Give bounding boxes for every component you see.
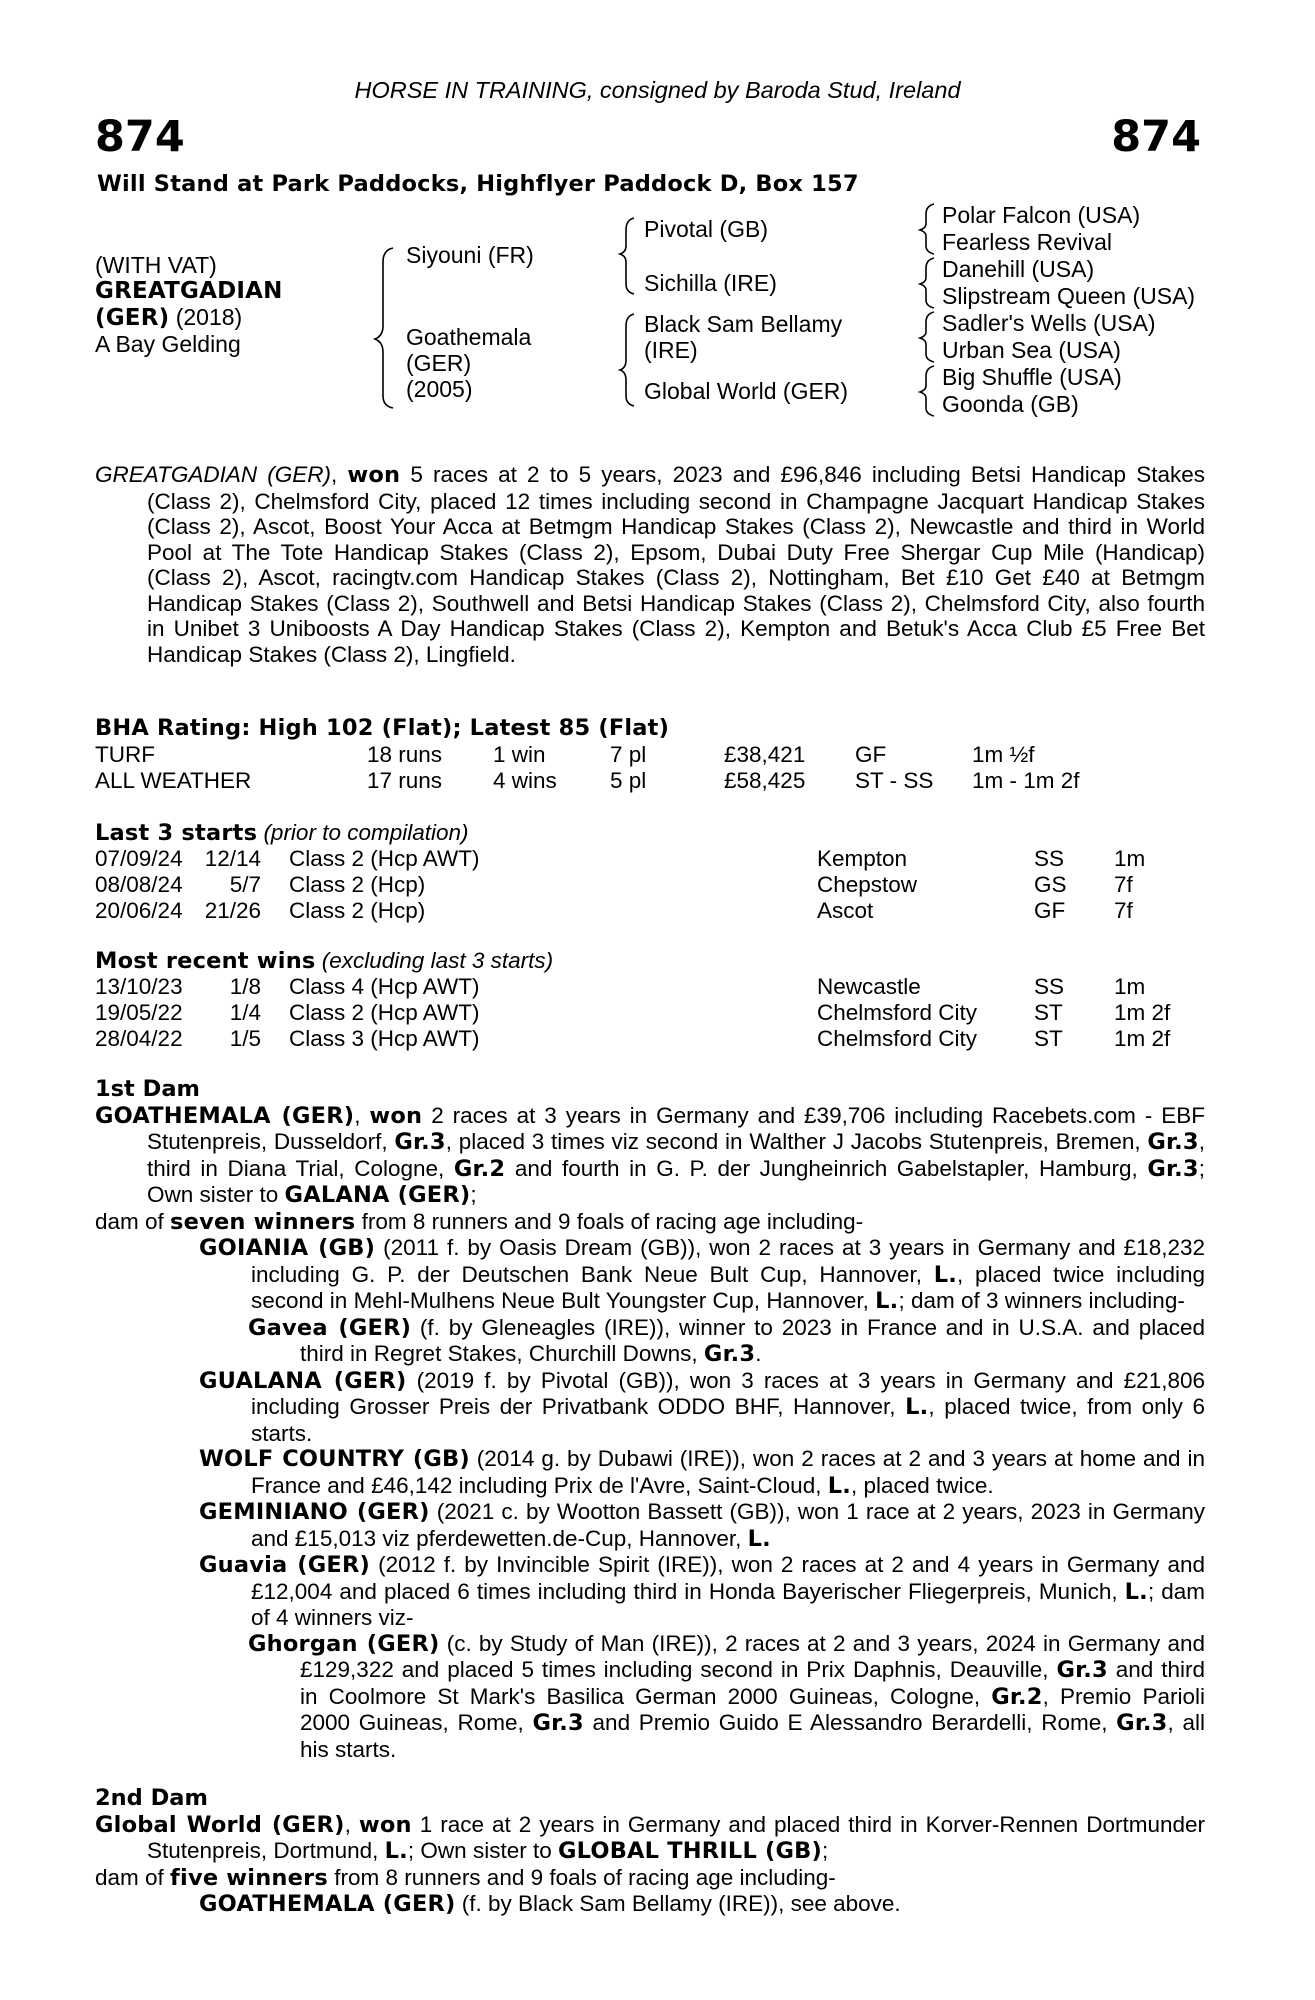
vat-label: (WITH VAT) — [95, 252, 217, 278]
start-date: 20/06/24 — [95, 898, 183, 923]
produce-wolf-country — [95, 1446, 1205, 1499]
produce-name: Gavea (GER) — [248, 1314, 412, 1341]
produce-ghorgan — [95, 1631, 1205, 1763]
grade-label: L. — [875, 1288, 899, 1314]
start-going: GF — [1034, 898, 1066, 923]
start-position: 12/14 — [204, 846, 261, 871]
grade-label: L. — [747, 1525, 771, 1552]
win-distance: 1m 2f — [1114, 1026, 1171, 1051]
win-position: 1/5 — [229, 1026, 261, 1051]
win-course: Chelmsford City — [817, 1026, 978, 1051]
pedigree-sdd: Slipstream Queen (USA) — [942, 283, 1196, 309]
last3-row — [95, 846, 1195, 872]
pedigree-dam-dam: Global World (GER) — [644, 378, 849, 404]
second-dam-heading: 2nd Dam — [95, 1785, 208, 1811]
last3-row — [95, 872, 1195, 898]
start-class: Class 2 (Hcp) — [289, 872, 426, 897]
win-course: Newcastle — [817, 974, 921, 999]
recent-note: (excluding last 3 starts) — [321, 948, 554, 973]
start-course: Kempton — [817, 846, 908, 871]
produce-text: , all his starts. — [300, 1710, 1205, 1762]
produce-text: (2012 f. by Invincible Spirit (IRE)), won 2 races at 2 and 4 years in Germany and £12,004 and placed 6 times including third in Honda Bayerischer Fliegerpreis, Munich, — [251, 1552, 1205, 1604]
produce-gavea — [95, 1315, 1205, 1368]
first-dam-text: ; — [470, 1182, 477, 1207]
start-course: Ascot — [817, 898, 874, 923]
recent-row — [95, 974, 1195, 1000]
produce-goiania — [95, 1235, 1205, 1315]
pedigree-dam-sire-line1: Black Sam Bellamy — [644, 311, 843, 337]
produce-name: GUALANA (GER) — [199, 1367, 407, 1394]
produce-text: , Premio Parioli 2000 Guineas, Rome, — [300, 1683, 1205, 1735]
produce-text: (c. by Study of Man (IRE)), 2 races at 2 and 3 years, 2024 in Germany and £129,322 and placed 5 times including second in Prix Daphnis, Deauville, — [300, 1630, 1205, 1682]
second-dam-won: won — [358, 1811, 412, 1838]
produce-text: , placed twice. — [851, 1472, 994, 1498]
rating-runs: 18 runs — [367, 742, 443, 767]
recent-row — [95, 1026, 1195, 1052]
last3-note: (prior to compilation) — [263, 820, 469, 845]
pedigree-dam-line1: Goathemala — [406, 324, 532, 350]
win-going: ST — [1034, 1026, 1063, 1051]
start-going: SS — [1034, 846, 1065, 871]
grade-label: Gr.2 — [991, 1683, 1043, 1710]
produce-text: and Premio Guido E Alessandro Berardelli, Rome, — [583, 1710, 1117, 1735]
pedigree-dds: Big Shuffle (USA) — [942, 364, 1122, 390]
pedigree-dam-sire — [644, 311, 842, 363]
rating-distance: 1m - 1m 2f — [972, 768, 1080, 793]
produce-text: (2014 g. by Dubawi (IRE)), won 2 races at 2 and 3 years at home and in France and £46,142 including Prix de l'Avre, Saint-Cloud, — [251, 1446, 1205, 1498]
produce-goathemala — [95, 1891, 1205, 1918]
win-distance: 1m — [1114, 974, 1146, 999]
rating-row-aw — [95, 768, 1195, 794]
pedigree-sire-sire: Pivotal (GB) — [644, 216, 768, 242]
produce-guavia — [95, 1552, 1205, 1631]
start-distance: 7f — [1114, 898, 1133, 923]
rating-runs: 17 runs — [367, 768, 443, 793]
start-date: 08/08/24 — [95, 872, 183, 897]
pedigree-sire: Siyouni (FR) — [406, 242, 534, 268]
pedigree-dam-sire-line2: (IRE) — [644, 337, 698, 363]
bha-rating-heading: BHA Rating: High 102 (Flat); Latest 85 (Flat) — [95, 715, 670, 741]
produce-name: WOLF COUNTRY (GB) — [199, 1446, 470, 1472]
lot-number-right: 874 — [1111, 112, 1201, 162]
dam-of-rest: from 8 runners and 9 foals of racing age including- — [328, 1864, 836, 1890]
grade-label: Gr.3 — [1116, 1710, 1168, 1736]
rating-going: GF — [855, 742, 887, 767]
produce-gualana — [95, 1368, 1205, 1447]
grade-label: L. — [384, 1838, 408, 1864]
produce-name: Ghorgan (GER) — [248, 1630, 440, 1657]
rating-placed: 5 pl — [610, 768, 647, 793]
second-dam-text: ; Own sister to — [407, 1838, 558, 1863]
first-dam-name: GOATHEMALA (GER) — [95, 1102, 355, 1129]
produce-text: (2019 f. by Pivotal (GB)), won 3 races at 3 years in Germany and £21,806 including Grosser Preis der Privatbank ODDO BHF, Hannover, — [251, 1367, 1205, 1419]
start-position: 5/7 — [229, 872, 261, 897]
win-date: 13/10/23 — [95, 974, 183, 999]
produce-name: Guavia (GER) — [199, 1552, 371, 1578]
produce-text: ; dam of 4 winners viz- — [251, 1578, 1205, 1630]
produce-text: , placed twice, from only 6 starts. — [251, 1394, 1205, 1446]
first-dam-sister: GALANA (GER) — [284, 1182, 471, 1208]
produce-text: (f. by Black Sam Bellamy (IRE)), see above. — [455, 1891, 901, 1916]
pedigree-sds: Danehill (USA) — [942, 256, 1095, 282]
produce-text: and third in Coolmore St Mark's Basilica German 2000 Guineas, Cologne, — [300, 1657, 1206, 1709]
start-class: Class 2 (Hcp) — [289, 898, 426, 923]
grade-label: Gr.3 — [1056, 1657, 1108, 1683]
winners-count: seven winners — [170, 1208, 356, 1235]
pedigree-dss: Sadler's Wells (USA) — [942, 310, 1156, 336]
last3-heading — [95, 820, 469, 847]
pedigree-ddd: Goonda (GB) — [942, 391, 1079, 417]
rating-surface: ALL WEATHER — [95, 768, 252, 793]
produce-text: ; dam of 3 winners including- — [898, 1288, 1185, 1313]
rating-surface: TURF — [95, 742, 155, 767]
rating-row-turf — [95, 742, 1195, 768]
grade-label: Gr.3 — [532, 1710, 584, 1736]
rating-distance: 1m ½f — [972, 742, 1035, 767]
win-position: 1/4 — [229, 1000, 261, 1025]
last3-row — [95, 898, 1195, 924]
rating-prize: £38,421 — [724, 742, 806, 767]
horse-country: (GER) — [95, 305, 170, 331]
produce-text: (f. by Gleneagles (IRE)), winner to 2023 in France and in U.S.A. and placed third in Regret Stakes, Churchill Downs, — [300, 1314, 1205, 1366]
dam-of-rest: from 8 runners and 9 foals of racing age including- — [355, 1208, 864, 1234]
pedigree-dam — [406, 324, 531, 402]
stand-location: Will Stand at Park Paddocks, Highflyer Paddock D, Box 157 — [97, 171, 859, 197]
grade-label: Gr.3 — [1147, 1155, 1199, 1182]
grade-label: Gr.3 — [703, 1341, 756, 1367]
start-distance: 7f — [1114, 872, 1133, 897]
first-dam-text: ; Own sister to — [147, 1155, 1205, 1207]
win-going: SS — [1034, 974, 1065, 999]
second-dam-text: ; — [822, 1838, 829, 1863]
first-dam-text: 2 races at 3 years in Germany and £39,706 including Racebets.com - EBF Stutenpreis, Dusseldorf, — [147, 1102, 1205, 1154]
produce-name: GOATHEMALA (GER) — [199, 1891, 456, 1917]
horse-year: (2018) — [175, 304, 243, 330]
start-course: Chepstow — [817, 872, 918, 897]
produce-text: . — [755, 1341, 762, 1366]
win-distance: 1m 2f — [1114, 1000, 1171, 1025]
horse-name: GREATGADIAN — [95, 278, 283, 304]
pedigree-sire-dam: Sichilla (IRE) — [644, 270, 777, 296]
rating-wins: 4 wins — [493, 768, 557, 793]
second-dam-sister: GLOBAL THRILL (GB) — [557, 1838, 822, 1864]
first-dam-heading: 1st Dam — [95, 1076, 200, 1102]
recent-row — [95, 1000, 1195, 1026]
pedigree-sss: Polar Falcon (USA) — [942, 202, 1141, 228]
second-dam-text: 1 race at 2 years in Germany and placed third in Korver-Rennen Dortmunder Stutenpreis, Dortmund, — [147, 1811, 1205, 1863]
grade-label: Gr.3 — [394, 1129, 446, 1155]
grade-label: Gr.3 — [1147, 1129, 1199, 1155]
produce-name: GOIANIA (GB) — [199, 1235, 376, 1261]
lot-number-left: 874 — [95, 112, 185, 162]
second-dam-section: 2nd Dam Global World (GER), won 1 race at 2 years in Germany and placed third in Korver-Rennen Dortmunder Stutenpreis, Dortmund, L.; Own sister to GLOBAL THRILL (GB); dam of five winners from 8 runners and 9 foals of racing age including- GOATHEMALA (GER) (f. by Black Sam Bellamy (IRE)), see above. — [95, 1785, 1205, 1917]
produce-text: (2011 f. by Oasis Dream (GB)), won 2 races at 3 years in Germany and £18,232 including G. P. der Deutschen Bank Neue Bult Cup, Hannover, — [251, 1235, 1205, 1287]
pedigree-dam-line3: (2005) — [406, 376, 473, 402]
recent-wins-heading — [95, 948, 553, 975]
win-class: Class 2 (Hcp AWT) — [289, 1000, 480, 1025]
grade-label: L. — [933, 1261, 958, 1288]
last3-title: Last 3 starts — [95, 820, 258, 846]
produce-geminiano — [95, 1499, 1205, 1552]
first-dam-won: won — [369, 1102, 423, 1129]
win-date: 19/05/22 — [95, 1000, 183, 1025]
grade-label: L. — [905, 1394, 929, 1420]
start-distance: 1m — [1114, 846, 1146, 871]
start-class: Class 2 (Hcp AWT) — [289, 846, 480, 871]
second-dam-name: Global World (GER) — [95, 1811, 345, 1838]
race-summary: GREATGADIAN (GER), won 5 races at 2 to 5 years, 2023 and £96,846 including Betsi Handicap Stakes (Class 2), Chelmsford City, placed 12 times including second in Champagne Jacquart Handicap Stakes (Class 2), Ascot, Boost Your Acca at Betmgm Handicap Stakes (Class 2), Newcastle and third in World Pool at The Tote Handicap Stakes (Class 2), Epsom, Dubai Duty Free Shergar Cup Mile (Handicap) (Class 2), Ascot, racingtv.com Handicap Stakes (Class 2), Nottingham, Bet £10 Get £40 at Betmgm Handicap Stakes (Class 2), Southwell and Betsi Handicap Stakes (Class 2), Chelmsford City, also fourth in Unibet 3 Uniboosts A Day Handicap Stakes (Class 2), Kempton and Betuk's Acca Club £5 Free Bet Handicap Stakes (Class 2), Lingfield. — [95, 462, 1205, 667]
pedigree-dam-line2: (GER) — [406, 350, 472, 376]
horse-description: A Bay Gelding — [95, 331, 241, 357]
win-course: Chelmsford City — [817, 1000, 978, 1025]
summary-text: 5 races at 2 to 5 years, 2023 and £96,846 including Betsi Handicap Stakes (Class 2), Chelmsford City, placed 12 times including second in Champagne Jacquart Handicap Stakes (Class 2), Ascot, Boost Your Acca at Betmgm Handicap Stakes (Class 2), Newcastle and third in World Pool at The Tote Handicap Stakes (Class 2), Epsom, Dubai Duty Free Shergar Cup Mile (Handicap) (Class 2), Ascot, racingtv.com Handicap Stakes (Class 2), Nottingham, Bet £10 Get £40 at Betmgm Handicap Stakes (Class 2), Southwell and Betsi Handicap Stakes (Class 2), Chelmsford City, also fourth in Unibet 3 Uniboosts A Day Handicap Stakes (Class 2), Kempton and Betuk's Acca Club £5 Free Bet Handicap Stakes (Class 2), Lingfield. — [147, 462, 1205, 667]
rating-going: ST - SS — [855, 768, 934, 793]
win-going: ST — [1034, 1000, 1063, 1025]
win-class: Class 4 (Hcp AWT) — [289, 974, 480, 999]
pedigree-dsd: Urban Sea (USA) — [942, 337, 1121, 363]
summary-won: won — [347, 462, 401, 488]
catalogue-header: HORSE IN TRAINING, consigned by Baroda Stud, Ireland — [354, 77, 961, 103]
summary-horse-name: GREATGADIAN (GER) — [95, 462, 331, 487]
grade-label: L. — [1124, 1578, 1148, 1605]
first-dam-text: , third in Diana Trial, Cologne, — [147, 1129, 1205, 1181]
start-date: 07/09/24 — [95, 846, 183, 871]
start-position: 21/26 — [204, 898, 261, 923]
grade-label: Gr.2 — [453, 1155, 506, 1182]
dam-of-label: dam of — [95, 1208, 171, 1234]
first-dam-text: , placed 3 times viz second in Walther J Jacobs Stutenpreis, Bremen, — [445, 1129, 1148, 1154]
rating-placed: 7 pl — [610, 742, 647, 767]
produce-text: (2021 c. by Wootton Bassett (GB)), won 1 race at 2 years, 2023 in Germany and £15,013 viz pferdewetten.de-Cup, Hannover, — [251, 1499, 1205, 1551]
pedigree-ssd: Fearless Revival — [942, 229, 1112, 255]
winners-count: five winners — [170, 1864, 328, 1891]
first-dam-section: 1st Dam GOATHEMALA (GER), won 2 races at 3 years in Germany and £39,706 including Racebets.com - EBF Stutenpreis, Dusseldorf, Gr.3, placed 3 times viz second in Walther J Jacobs Stutenpreis, Bremen, Gr.3, third in Diana Trial, Cologne, Gr.2 and fourth in G. P. der Jungheinrich Gabelstapler, Hamburg, Gr.3; Own sister to GALANA (GER); dam of seven winners from 8 runners and 9 foals of racing age including- GOIANIA (GB) (2011 f. by Oasis Dream (GB)), won 2 races at 3 years in Germany and £18,232 including G. P. der Deutschen Bank Neue Bult Cup, Hannover, L., placed twice including second in Mehl-Mulhens Neue Bult Youngster Cup, Hannover, L.; dam of 3 winners including- Gavea (GER) (f. by Gleneagles (IRE)), winner to 2023 in France and in U.S.A. and placed third in Regret Stakes, Churchill Downs, Gr.3. GUALANA (GER) (2019 f. by Pivotal (GB)), won 3 races at 3 years in Germany and £21,806 including Grosser Preis der Privatbank ODDO BHF, Hannover, L., placed twice, from only 6 starts. WOLF COUNTRY (GB) (2014 g. by Dubawi (IRE)), won 2 races at 2 and 3 years at home and in France and £46,142 including Prix de l'Avre, Saint-Cloud, L., placed twice. GEMINIANO (GER) (2021 c. by Wootton Bassett (GB)), won 1 race at 2 years, 2023 in Germany and £15,013 viz pferdewetten.de-Cup, Hannover, L. Guavia (GER) (2012 f. by Invincible Spirit (IRE)), won 2 races at 2 and 4 years in Germany and £12,004 and placed 6 times including third in Honda Bayerischer Fliegerpreis, Munich, L.; dam of 4 winners viz- Ghorgan (GER) (c. by Study of Man (IRE)), 2 races at 2 and 3 years, 2024 in Germany and £129,322 and placed 5 times including second in Prix Daphnis, Deauville, Gr.3 and third in Coolmore St Mark's Basilica German 2000 Guineas, Cologne, Gr.2, Premio Parioli 2000 Guineas, Rome, Gr.3 and Premio Guido E Alessandro Berardelli, Rome, Gr.3, all his starts. — [95, 1076, 1206, 1762]
dam-of-label: dam of — [95, 1864, 171, 1890]
start-going: GS — [1034, 872, 1067, 897]
win-date: 28/04/22 — [95, 1026, 183, 1051]
produce-name: GEMINIANO (GER) — [199, 1499, 430, 1525]
grade-label: L. — [827, 1472, 852, 1499]
rating-prize: £58,425 — [724, 768, 806, 793]
rating-wins: 1 win — [493, 742, 546, 767]
win-position: 1/8 — [229, 974, 261, 999]
recent-title: Most recent wins — [95, 948, 316, 974]
produce-text: , placed twice including second in Mehl-Mulhens Neue Bult Youngster Cup, Hannover, — [251, 1261, 1205, 1313]
first-dam-text: and fourth in G. P. der Jungheinrich Gabelstapler, Hamburg, — [505, 1155, 1148, 1181]
win-class: Class 3 (Hcp AWT) — [289, 1026, 480, 1051]
